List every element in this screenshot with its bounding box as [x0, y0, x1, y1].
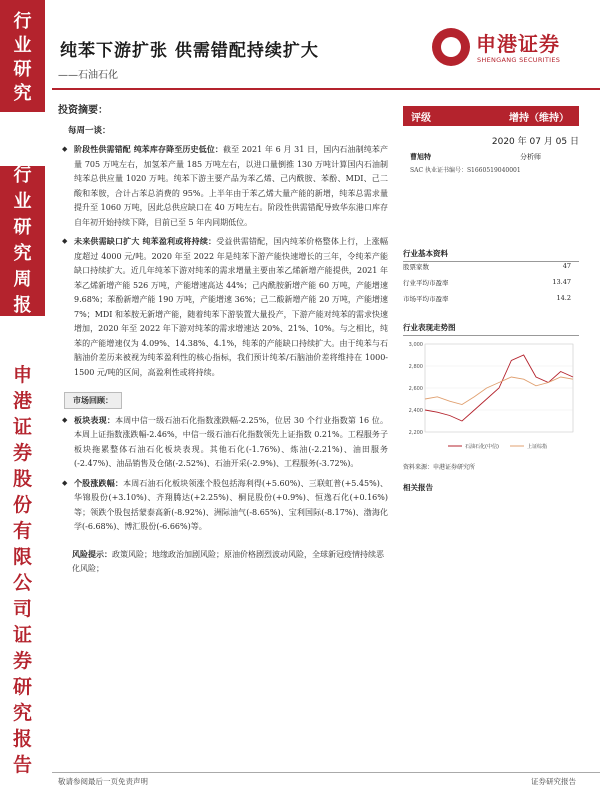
y-tick-label: 2,400: [408, 408, 423, 414]
bullet-heading: 板块表现：: [74, 414, 116, 425]
analyst-name: 曹旭特: [410, 152, 431, 161]
company-logo: [432, 26, 592, 72]
bullet-heading: 阶段性供需错配 纯苯库存降至历史低位：: [74, 144, 223, 154]
sidebar-char: 申: [12, 364, 32, 386]
sidebar-company-name: [0, 364, 45, 776]
series-line-1: [425, 377, 573, 405]
y-tick-label: 2,600: [408, 386, 423, 392]
risk-heading: 风险提示：: [72, 548, 112, 559]
bullet-heading: 个股涨跌幅：: [74, 477, 124, 488]
page-title: 纯苯下游扩张 供需错配持续扩大: [60, 41, 319, 61]
sidebar-char: 公: [12, 572, 32, 594]
left-sidebar: [0, 0, 45, 800]
footer-label: 证券研究报告: [531, 777, 576, 786]
sidebar-char: 证: [12, 624, 32, 646]
sidebar-char: 券: [12, 442, 32, 464]
risk-warning: [58, 547, 388, 577]
bullet-text: 截至 2021 年 6 月 31 日，国内石油制纯苯产量 705 万吨左右，加氢苯产量 185 万吨左右，以进口量倒推 130 万吨计算国内石油制纯苯总供应量 1020 万吨。纯苯下游主要产品为苯乙烯、己内酰胺、苯酚、MDI、己二酸和苯胺，合计占苯总消费的 95%。上半年由于苯乙烯大量产能的新增，纯苯总需求量提升至 1060 万吨，因此总供应缺口在 40 万吨左右。阶段性供需错配导致华东港口库存自年初开始持续下降，目前已至 5 年内同期低位。: [74, 145, 388, 227]
sidebar-char: 行: [13, 11, 32, 32]
footer-disclaimer: 敬请参阅最后一页免责声明: [58, 777, 148, 786]
analyst-license: SAC 执业证书编号：S1660519040001: [410, 167, 521, 174]
bullet-text: 本周石油石化板块领涨个股包括海利得(+5.60%)、三联虹普(+5.45%)、华锦股份(+3.10%)、齐翔腾达(+2.25%)、桐昆股份(+0.9%)、恒逸石化(+0.16%)等；领跌个股包括蒙泰高新(-8.92%)、洲际油气(-8.65%)、宝利国际(-8.17%)、渤海化学(-6.68%)、博汇股份(-6.66%)等。: [74, 478, 389, 531]
sidebar-char: 行: [13, 165, 32, 186]
sidebar-char: 研: [13, 59, 32, 80]
sidebar-char: 告: [12, 754, 32, 776]
industry-data-title: 行业基本资料: [403, 248, 579, 262]
row-value: 47: [562, 262, 571, 270]
logo-mark-icon: [432, 28, 470, 66]
row-label: 股票家数: [403, 263, 429, 271]
sidebar-char: 份: [12, 494, 32, 516]
bullet-future-gap: [58, 234, 388, 380]
sidebar-weekly-report: [0, 166, 45, 316]
risk-text: 政策风险；地缘政治加剧风险；原油价格剧烈波动风险，全球新冠疫情持续恶化风险；: [72, 549, 384, 573]
bullet-sector-performance: [58, 413, 388, 472]
rating-box: [403, 106, 579, 126]
market-review-heading: 市场回顾：: [64, 392, 122, 409]
footer-divider: [52, 772, 600, 773]
y-tick-label: 2,200: [408, 430, 423, 436]
sidebar-char: 港: [12, 390, 32, 412]
row-label: 市场平均市盈率: [403, 295, 449, 303]
sidebar-char: 究: [12, 702, 32, 724]
row-label: 行业平均市盈率: [403, 279, 449, 287]
sidebar-char: 报: [12, 728, 32, 750]
sidebar-char: 限: [12, 546, 32, 568]
page-subtitle: ——石油石化: [58, 70, 118, 81]
sidebar-char: 究: [13, 83, 32, 104]
weekly-heading: 每周一谈：: [68, 125, 111, 136]
bullet-text: 本周中信一级石油石化指数涨跌幅-2.25%，位居 30 个行业指数第 16 位。本周上证指数涨跌幅-2.46%，中信一级石油石化指数领先上证指数 0.21%。工程服务子板块拖累整体石油石化板块表现。其他石化(-1.76%)、炼油(-2.21%)、油田服务(-2.47%)、油品销售及仓储(-2.52%)、石油开采(-2.9%)、工程服务(-3.72%)。: [74, 415, 389, 468]
sidebar-char: 证: [12, 416, 32, 438]
sidebar-char: 业: [13, 191, 32, 212]
sidebar-char: 周: [13, 269, 32, 290]
chart-source: 资料来源：申港证券研究所: [403, 464, 476, 471]
sidebar-char: 究: [13, 243, 32, 264]
y-tick-label: 3,000: [408, 342, 423, 348]
industry-performance-chart: [403, 336, 579, 456]
sidebar-char: 司: [12, 598, 32, 620]
sidebar-char: 股: [12, 468, 32, 490]
report-date: 2020 年 07 月 05 日: [491, 137, 579, 147]
row-value: 13.47: [552, 278, 571, 286]
sidebar-char: 业: [13, 35, 32, 56]
sidebar-char: 券: [12, 650, 32, 672]
y-tick-label: 2,800: [408, 364, 423, 370]
sidebar-char: 研: [12, 676, 32, 698]
legend-label: 石油石化(中信): [465, 444, 499, 450]
rating-value: 增持（维持）: [509, 113, 569, 124]
bullet-supply-demand: [58, 142, 388, 230]
chart-title: 行业表现走势图: [403, 322, 579, 336]
row-value: 14.2: [556, 294, 571, 302]
analyst-role: 分析师: [520, 153, 541, 161]
summary-title: 投资摘要：: [58, 105, 108, 116]
related-reports-title: 相关报告: [403, 483, 433, 492]
legend-label: 上证综指: [527, 444, 548, 450]
sidebar-char: 有: [12, 520, 32, 542]
bullet-heading: 未来供需缺口扩大 纯苯盈利或将持续：: [74, 236, 217, 246]
bullet-text: 受益供需错配，国内纯苯价格整体上行，上涨幅度超过 4000 元/吨。2020 年至 2022 年是纯苯下游产能快速增长的三年，令纯苯产能缺口持续扩大。近几年纯苯下游对纯苯的需求增量主要由苯乙烯新增产能提供，2021 年苯乙烯新增产能 526 万吨，产能增速高达 44%；己内酰胺新增产能 60 万吨，产能增速 9.68%；苯酚新增产能 190 万吨，产能增速 36%；己二酸新增产能 20 万吨，产能增速 7%；MDI 和苯胺无新增产能，随着纯苯下游装置大量投产，下游产能对纯苯的需求快速增加，2020 年至 2022 年下游对纯苯的需求增速达 20%、21%、10%。与之相比，纯苯的产能增速仅为 4.09%、14.38%、4.1%，纯苯的产能缺口持续扩大。由于纯苯与石脑油价差历来被视为纯苯盈利性的核心指标，我们预计纯苯/石脑油价差将维持在 1000-1500 元/吨的区间，高盈利性或将持续。: [74, 237, 388, 377]
summary-section: [58, 104, 388, 577]
logo-text-en: SHENGANG SECURITIES: [477, 56, 561, 64]
logo-text-cn: 申港证券: [476, 32, 560, 56]
bullet-stock-movers: [58, 476, 388, 535]
sidebar-industry-research: [0, 0, 45, 112]
rating-label: 评级: [411, 113, 431, 124]
sidebar-char: 研: [13, 217, 32, 238]
sidebar-char: 报: [13, 295, 32, 316]
header-divider: [52, 88, 600, 90]
